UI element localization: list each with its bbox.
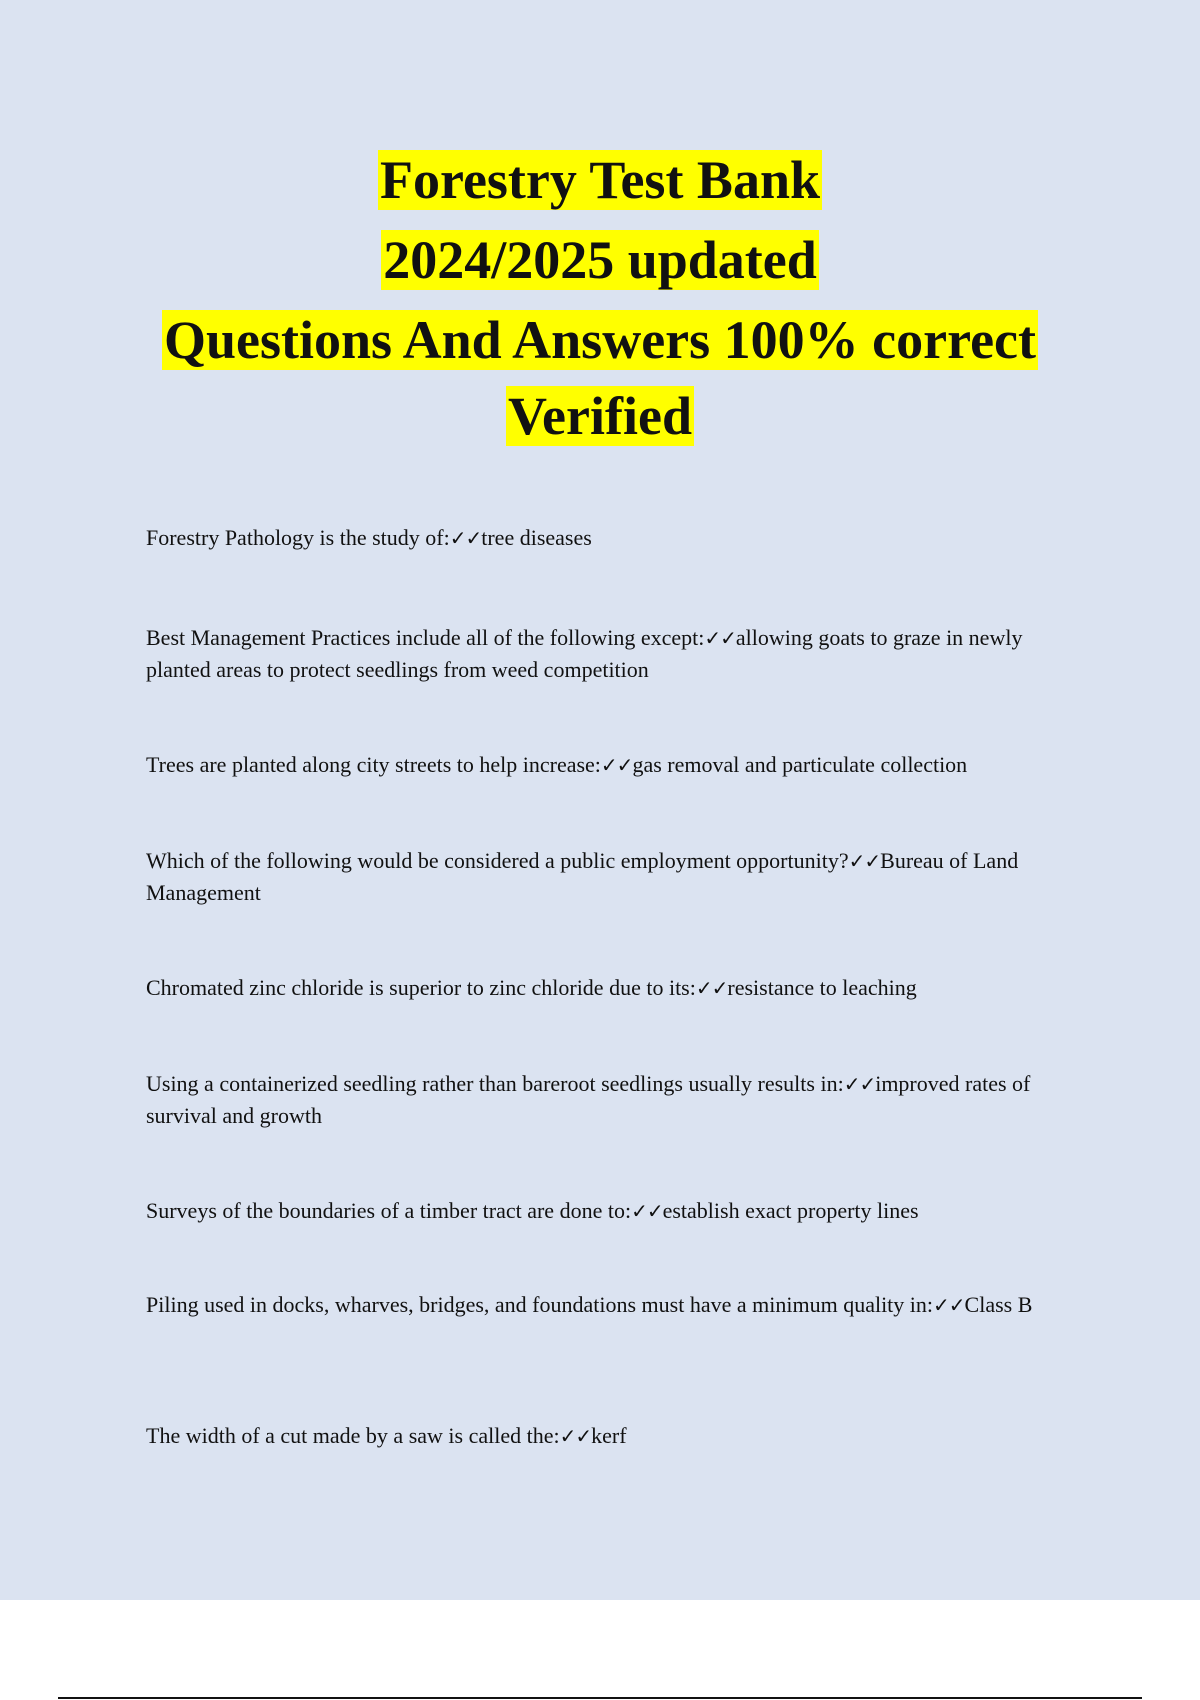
qa-item (146, 622, 1066, 685)
qa-item (146, 1289, 1066, 1321)
qa-item (146, 972, 1066, 1004)
title-line-1: Forestry Test Bank (379, 150, 821, 210)
double-check-icon: ✓✓ (704, 626, 736, 650)
answer-text: tree diseases (481, 525, 592, 550)
answer-text: resistance to leaching (727, 975, 917, 1000)
double-check-icon: ✓✓ (843, 1072, 876, 1096)
qa-item (146, 749, 1066, 781)
question-text: Chromated zinc chloride is superior to zinc chloride due to its: (146, 975, 696, 1000)
question-text: Piling used in docks, wharves, bridges, and foundations must have a minimum quality in: (146, 1292, 934, 1317)
answer-text: kerf (591, 1423, 627, 1448)
document-title (0, 140, 1200, 452)
answer-text: gas removal and particulate collection (632, 752, 968, 777)
answer-text: Class B (964, 1292, 1033, 1317)
title-line-4: Verified (508, 386, 692, 446)
double-check-icon: ✓✓ (600, 753, 633, 777)
question-text: Using a containerized seedling rather than bareroot seedlings usually results in: (146, 1071, 844, 1096)
question-text: Forestry Pathology is the study of: (146, 525, 450, 550)
question-text: Best Management Practices include all of the following except: (146, 625, 705, 650)
double-check-icon: ✓✓ (933, 1293, 965, 1317)
qa-item (146, 845, 1066, 908)
question-text: Trees are planted along city streets to help increase: (146, 752, 601, 777)
double-check-icon: ✓✓ (449, 526, 482, 550)
qa-item (146, 1420, 1066, 1452)
answer-text: allowing goats to graze in newly planted areas to protect seedlings from weed competition (146, 625, 1023, 682)
double-check-icon: ✓✓ (848, 849, 881, 873)
qa-item (146, 522, 1066, 554)
answer-text: improved rates of survival and growth (146, 1071, 1031, 1128)
title-line-3: Questions And Answers 100% correct (164, 310, 1036, 370)
qa-item (146, 1195, 1066, 1227)
title-line-2: 2024/2025 updated (383, 230, 817, 290)
answer-text: establish exact property lines (662, 1198, 919, 1223)
answer-text: Bureau of Land Management (146, 848, 1019, 905)
footer-divider (58, 1697, 1142, 1699)
double-check-icon: ✓✓ (559, 1424, 592, 1448)
double-check-icon: ✓✓ (631, 1199, 663, 1223)
double-check-icon: ✓✓ (695, 976, 728, 1000)
question-text: The width of a cut made by a saw is called the: (146, 1423, 560, 1448)
question-text: Surveys of the boundaries of a timber tract are done to: (146, 1198, 632, 1223)
qa-item (146, 1068, 1066, 1131)
question-text: Which of the following would be considered a public employment opportunity? (146, 848, 849, 873)
